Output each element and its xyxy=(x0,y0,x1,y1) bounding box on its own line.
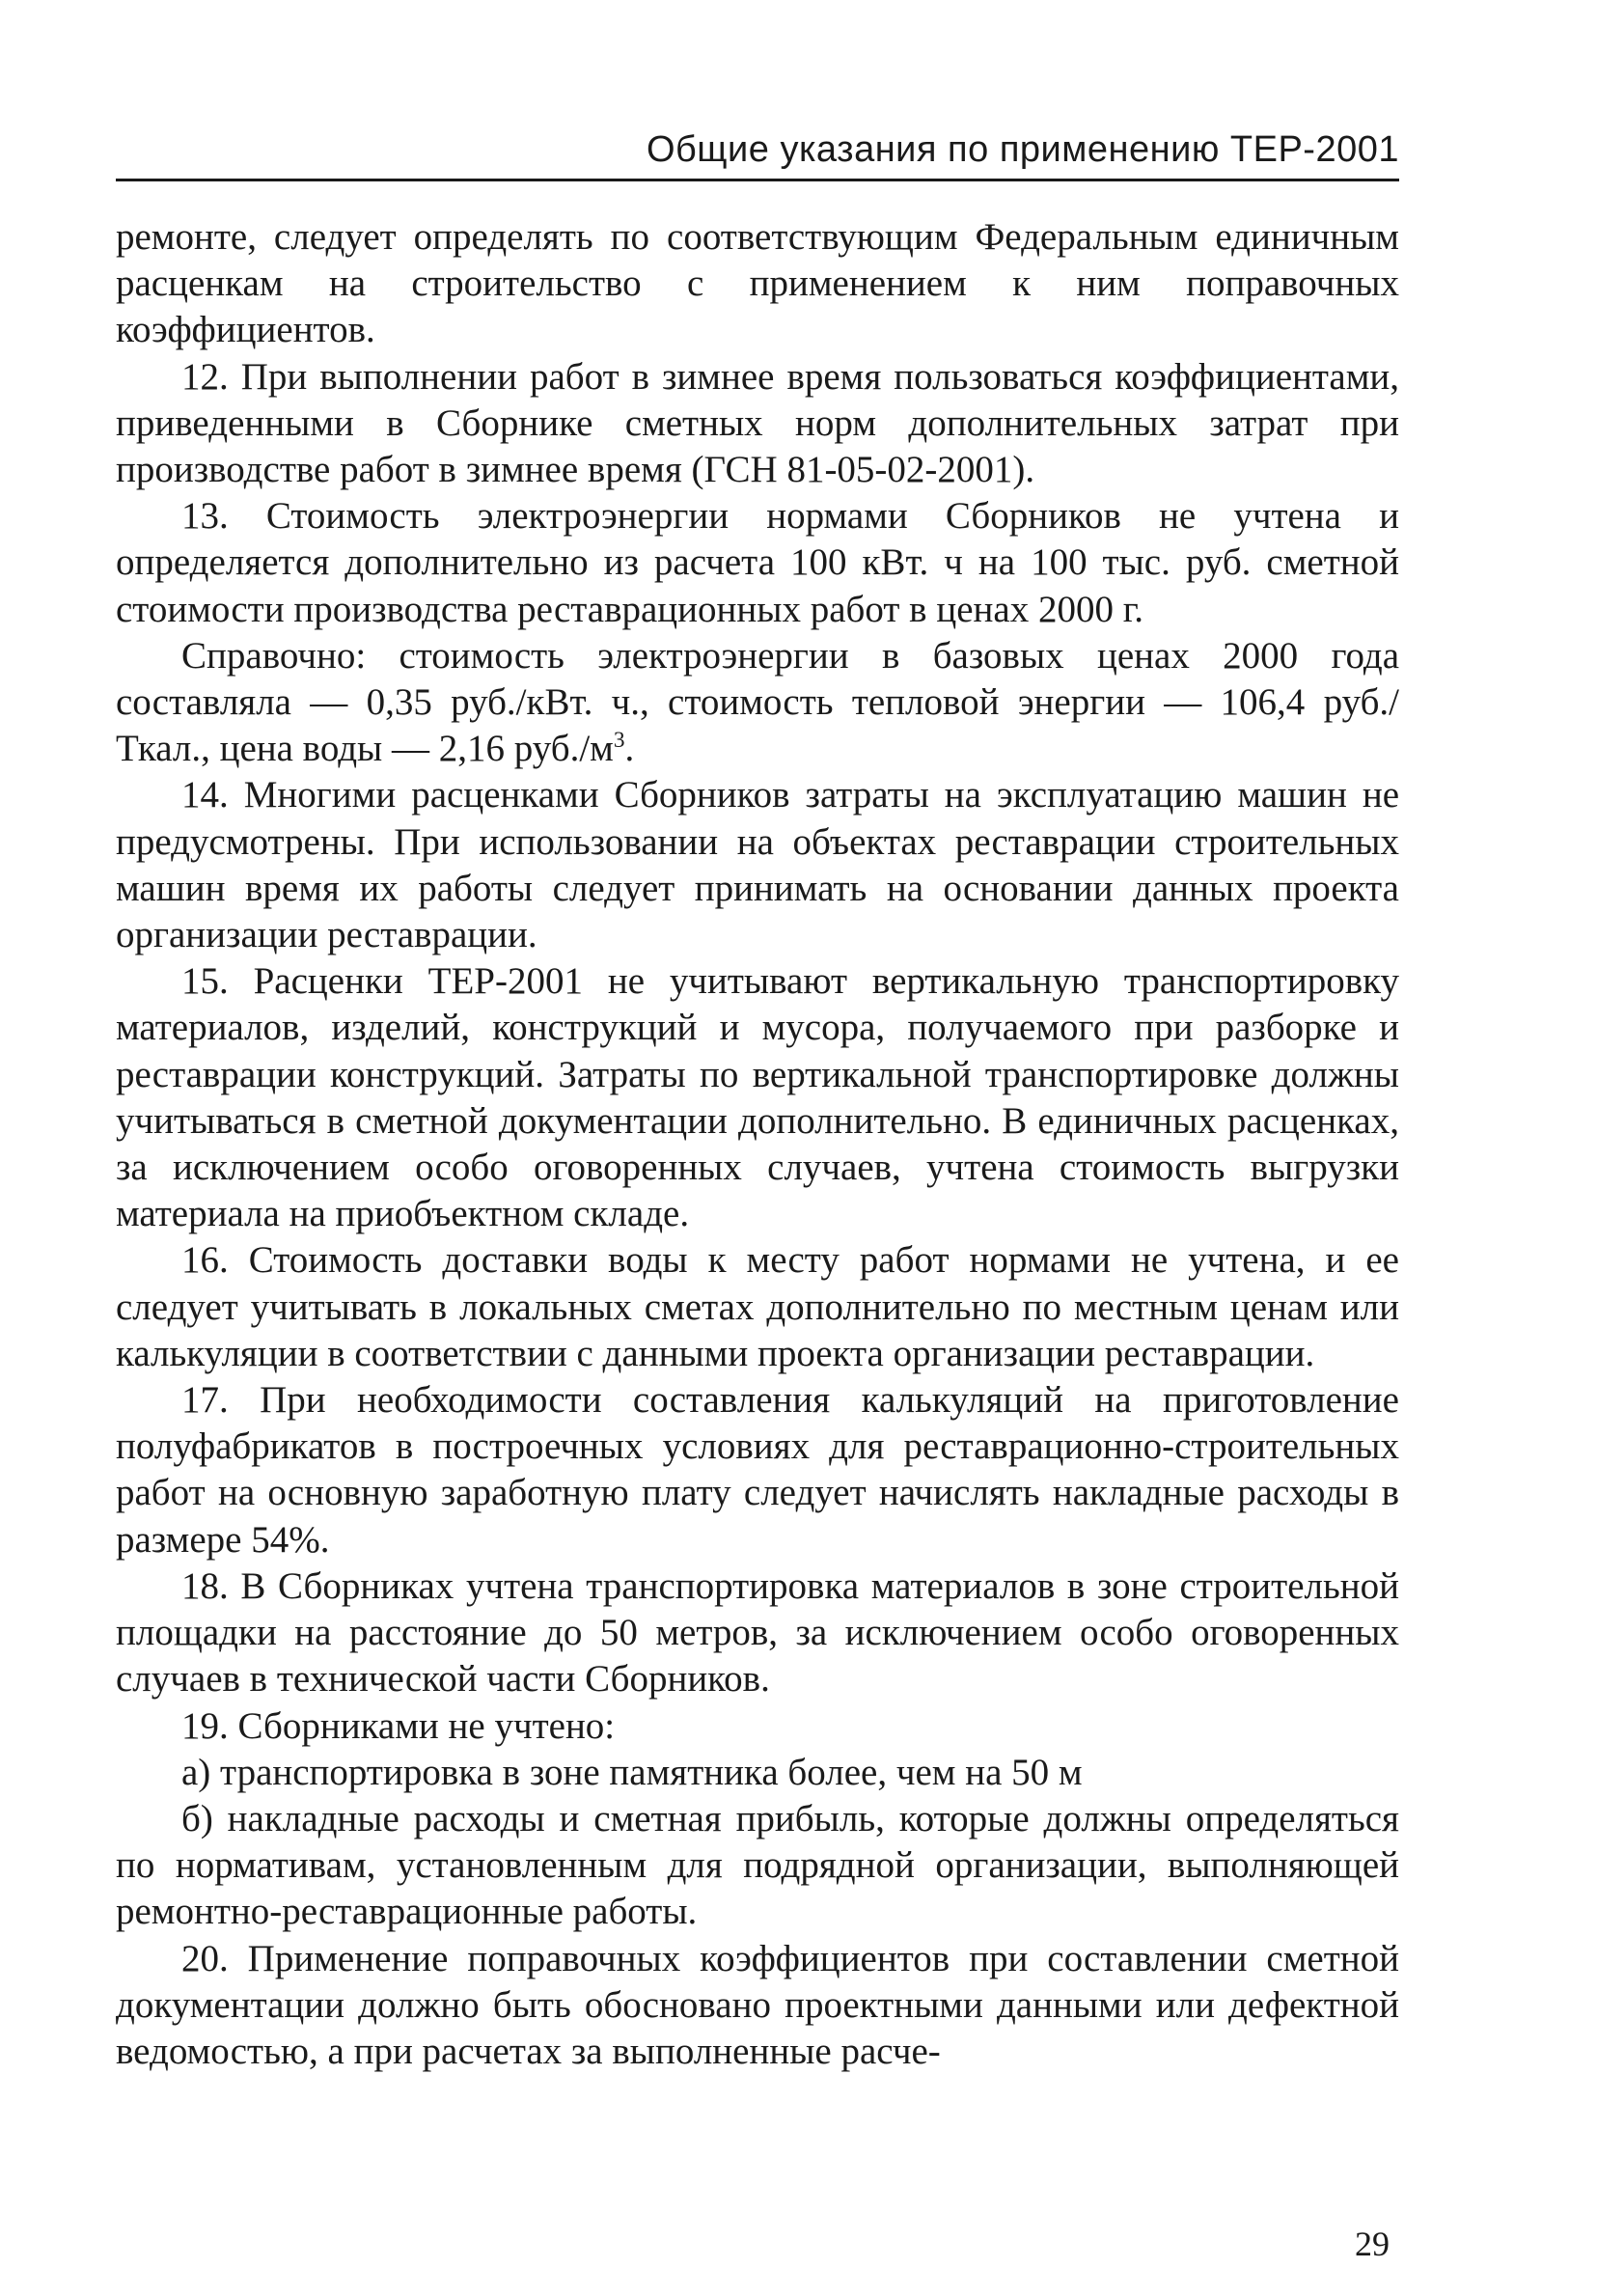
cubic-superscript: 3 xyxy=(613,728,625,754)
reference-text: Справочно: стоимость электроэнергии в базовых ценах 2000 года составляла — 0,35 руб./кВт. ч., стоимость тепловой энергии — 106,4 руб./Ткал., цена воды — 2,16 руб./м xyxy=(116,634,1399,770)
paragraph-13-reference xyxy=(116,633,1399,773)
paragraph-17: 17. При необходимости составления калькуляций на приготовление полуфабрикатов в построечных условиях для реставрационно-строительных работ на основную заработную плату следует начислять накладные расходы в размере 54%. xyxy=(116,1379,1399,1561)
paragraph-19a: а) транспортировка в зоне памятника более, чем на 50 м xyxy=(181,1751,1083,1793)
paragraph-15: 15. Расценки ТЕР-2001 не учитывают вертикальную транспортировку материалов, изделий, конструкций и мусора, получаемого при разборке и реставрации конструкций. Затраты по вертикальной транспортировке должны учитываться в сметной документации дополнительно. В единичных расценках, за исключением особо оговоренных случаев, учтена стоимость выгрузки материала на приобъектном складе. xyxy=(116,960,1399,1235)
paragraph-14: 14. Многими расценками Сборников затраты на эксплуатацию машин не предусмотрены. При использовании на объектах реставрации строительных машин время их работы следует принимать на основании данных проекта организации реставрации. xyxy=(116,774,1399,956)
paragraph-13: 13. Стоимость электроэнергии нормами Сборников не учтена и определяется дополнительно из расчета 100 кВт. ч на 100 тыс. руб. сметной стоимости производства реставрационных работ в ценах 2000 г. xyxy=(116,495,1399,630)
paragraph-12: 12. При выполнении работ в зимнее время пользоваться коэффициентами, приведенными в Сборнике сметных норм дополнительных затрат при производстве работ в зимнее время (ГСН 81-05-02-2001). xyxy=(116,355,1399,491)
paragraph-19b: б) накладные расходы и сметная прибыль, которые должны определяться по нормативам, установленным для подрядной организации, выполняющей ремонтно-реставрационные работы. xyxy=(116,1797,1399,1933)
body-text xyxy=(116,214,1399,2075)
reference-end: . xyxy=(624,728,635,770)
paragraph-20: 20. Применение поправочных коэффициентов при составлении сметной документации должно быть обосновано проектными данными или дефектной ведомостью, а при расчетах за выполненные расче- xyxy=(116,1937,1399,2072)
paragraph-16: 16. Стоимость доставки воды к месту работ нормами не учтена, и ее следует учитывать в локальных сметах дополнительно по местным ценам или калькуляции в соответствии с данными проекта организации реставрации. xyxy=(116,1239,1399,1374)
running-header: Общие указания по применению ТЕР-2001 xyxy=(646,129,1399,170)
paragraph-19: 19. Сборниками не учтено: xyxy=(181,1704,616,1747)
header-rule xyxy=(116,179,1399,181)
paragraph-18: 18. В Сборниках учтена транспортировка материалов в зоне строительной площадки на расстояние до 50 метров, за исключением особо оговоренных случаев в технической части Сборников. xyxy=(116,1564,1399,1701)
document-page xyxy=(116,0,1399,2296)
paragraph-continuation: ремонте, следует определять по соответствующим Федеральным единичным расценкам на строительство с применением к ним поправочных коэффициентов. xyxy=(116,216,1399,351)
page-number: 29 xyxy=(1355,2225,1390,2263)
